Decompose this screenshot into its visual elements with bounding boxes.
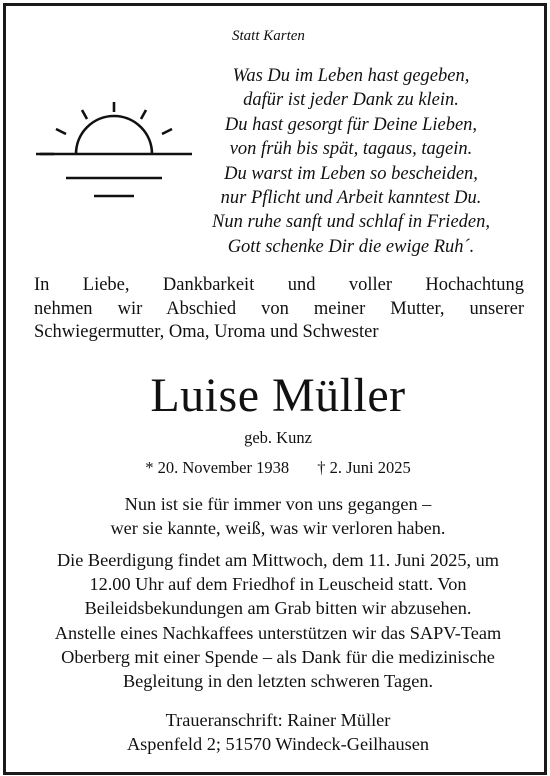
poem <box>186 64 516 259</box>
poem-line: Du hast gesorgt für Deine Lieben, <box>224 114 478 135</box>
setting-sun-icon <box>34 96 194 221</box>
mourning-address <box>32 708 524 756</box>
obituary-card <box>3 3 547 775</box>
intro-line: In Liebe, Dankbarkeit und voller Hochachtung <box>34 275 524 295</box>
intro-line: nehmen wir Abschied von meiner Mutter, unserer <box>34 298 524 319</box>
poem-line: nur Pflicht und Arbeit kanntest Du. <box>220 188 482 209</box>
poem-line: Du warst im Leben so bescheiden, <box>224 163 478 184</box>
death-date: † 2. Juni 2025 <box>317 458 411 477</box>
address-line: Traueranschrift: Rainer Müller <box>165 710 391 730</box>
poem-line: Gott schenke Dir die ewige Ruh´. <box>227 236 475 257</box>
deceased-name: Luise Müller <box>150 369 406 422</box>
funeral-line: Begleitung in den letzten schweren Tagen. <box>122 671 434 692</box>
funeral-line: Beileidsbekundungen am Grab bitten wir abzusehen. <box>84 598 472 619</box>
birth-date: * 20. November 1938 <box>145 458 290 477</box>
funeral-line: Die Beerdigung findet am Mittwoch, dem 11. Juni 2025, um <box>56 550 500 570</box>
funeral-line: Anstelle eines Nachkaffees unterstützen wir das SAPV-Team <box>54 622 502 643</box>
verse <box>32 492 524 540</box>
funeral-line: 12.00 Uhr auf dem Friedhof in Leuscheid statt. Von <box>89 574 467 595</box>
poem-line: Was Du im Leben hast gegeben, <box>232 66 470 86</box>
poem-line: Nun ruhe sanft und schlaf in Frieden, <box>212 212 490 233</box>
address-line: Aspenfeld 2; 51570 Windeck-Geilhausen <box>126 734 429 755</box>
maiden-name: geb. Kunz <box>244 428 312 447</box>
funeral-line: Oberberg mit einer Spende – als Dank für die medizinische <box>61 646 495 667</box>
statt-karten-label: Statt Karten <box>232 28 305 44</box>
verse-line: Nun ist sie für immer von uns gegangen – <box>124 494 432 514</box>
life-dates <box>6 458 550 478</box>
poem-line: von früh bis spät, tagaus, tagein. <box>229 139 473 160</box>
funeral-notice <box>32 548 524 693</box>
intro-text <box>34 274 524 345</box>
intro-line: Schwiegermutter, Oma, Uroma und Schwester <box>34 322 379 342</box>
verse-line: wer sie kannte, weiß, was wir verloren haben. <box>110 518 446 539</box>
poem-line: dafür ist jeder Dank zu klein. <box>243 90 459 111</box>
